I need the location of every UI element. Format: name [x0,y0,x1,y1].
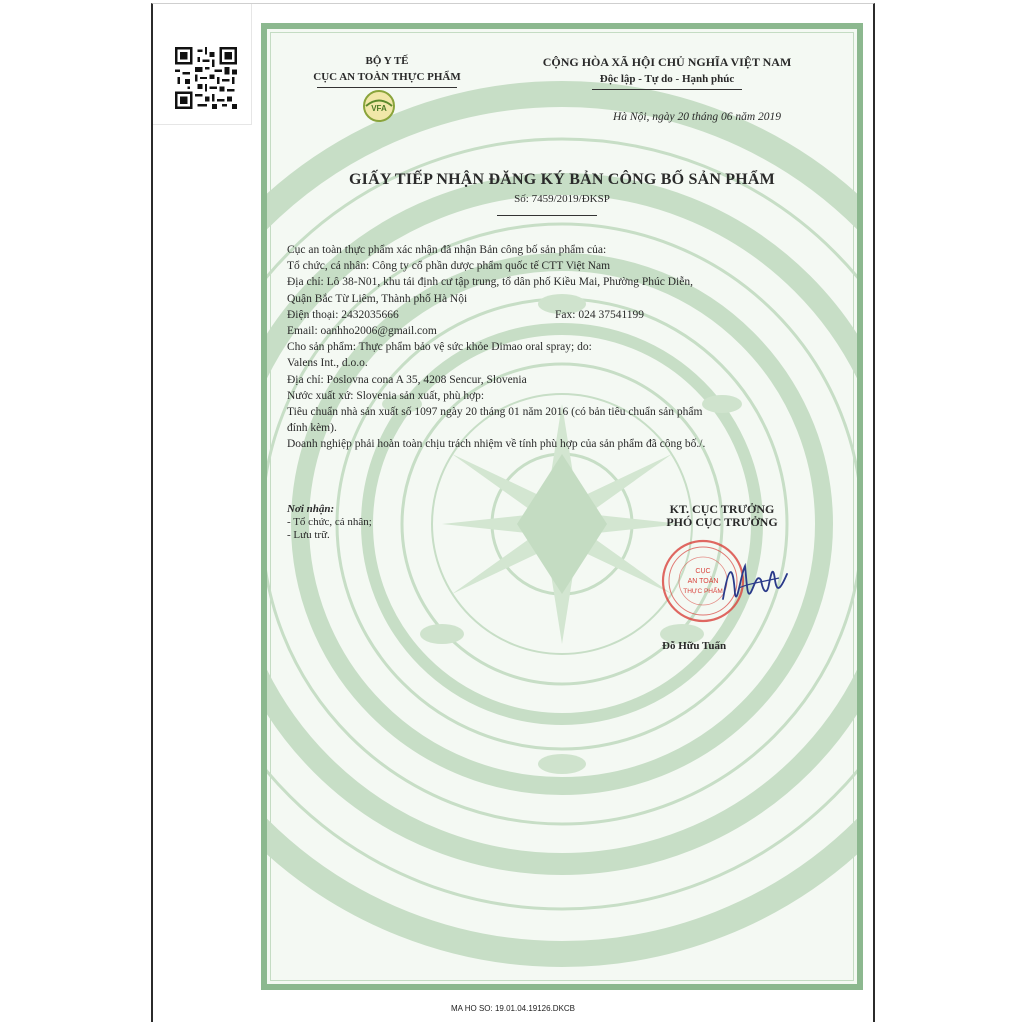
body-origin: Nước xuất xứ: Slovenia sản xuất, phù hợp: [287,389,485,402]
body-standard-cont: đính kèm). [287,422,337,435]
stamp-text: AN TOÀN [687,578,719,585]
signatory-title-line1: KT. CỤC TRƯỞNG [669,502,775,516]
body-email: Email: oanhho2006@gmail.com [287,325,437,338]
body-manufacturer: Valens Int., d.o.o. [287,357,368,370]
motto-underline [592,89,742,90]
stamp-text: CỤC [695,568,711,575]
stamp-text: THỰC PHẨM [683,588,723,595]
recipients-block [287,503,372,542]
body-address: Địa chỉ: Lô 38-N01, khu tái định cư tập trung, tổ dân phố Kiều Mai, Phường Phúc Diễn, [287,276,693,289]
certificate-body [287,242,847,453]
signatory-title [622,503,822,529]
number-underline [497,215,597,216]
place-and-date: Hà Nội, ngày 20 tháng 06 năm 2019 [612,111,782,123]
handwritten-signature [717,544,797,614]
recipients-label: Nơi nhận: [287,503,335,515]
body-intro: Cục an toàn thực phẩm xác nhận đã nhận Bản công bố sản phẩm của: [287,244,607,256]
file-code: MA HO SO: 19.01.04.19126.DKCB [450,1004,576,1013]
national-motto: Độc lập - Tự do - Hạnh phúc [599,73,735,85]
signatory-name: Đỗ Hữu Tuấn [662,640,727,652]
department-name: CỤC AN TOÀN THỰC PHẨM [313,71,461,83]
body-phone: Điện thoại: 2432035666 [287,308,399,321]
recipient-item: - Tổ chức, cá nhân; [287,516,372,528]
logo-text: VFA [371,104,387,113]
qr-code-panel [153,4,252,125]
body-address-cont: Quận Bắc Từ Liêm, Thành phố Hà Nội [287,292,468,305]
body-product: Cho sản phẩm: Thực phẩm bảo vệ sức khỏe Dimao oral spray; do: [287,341,592,354]
document-number: Số: 7459/2019/ĐKSP [514,193,610,205]
body-fax: Fax: 024 37541199 [555,308,645,321]
signatory-title-line2: PHÓ CỤC TRƯỞNG [666,515,778,529]
recipient-item: - Lưu trữ. [287,529,330,541]
department-underline [317,87,457,88]
document-title: GIẤY TIẾP NHẬN ĐĂNG KÝ BẢN CÔNG BỐ SẢN PHẨM [349,171,775,188]
body-manufacturer-address: Địa chỉ: Poslovna cona A 35, 4208 Sencur, Slovenia [287,373,527,386]
body-responsibility: Doanh nghiệp phải hoàn toàn chịu trách nhiệm về tính phù hợp của sản phẩm đã công bố./. [287,438,706,451]
certificate [261,23,863,990]
vfa-logo-icon [362,89,396,123]
body-contact-row [287,307,847,323]
body-standard: Tiêu chuẩn nhà sản xuất số 1097 ngày 20 tháng 01 năm 2016 (có bản tiêu chuẩn sản phẩm [287,406,703,419]
qr-code-icon [175,47,237,109]
ministry-name: BỘ Y TẾ [365,55,409,67]
country-name: CỘNG HÒA XÃ HỘI CHỦ NGHĨA VIỆT NAM [542,55,792,69]
document-page [151,3,875,1022]
body-organization: Tổ chức, cá nhân: Công ty cổ phần dược phẩm quốc tế CTT Việt Nam [287,260,611,273]
